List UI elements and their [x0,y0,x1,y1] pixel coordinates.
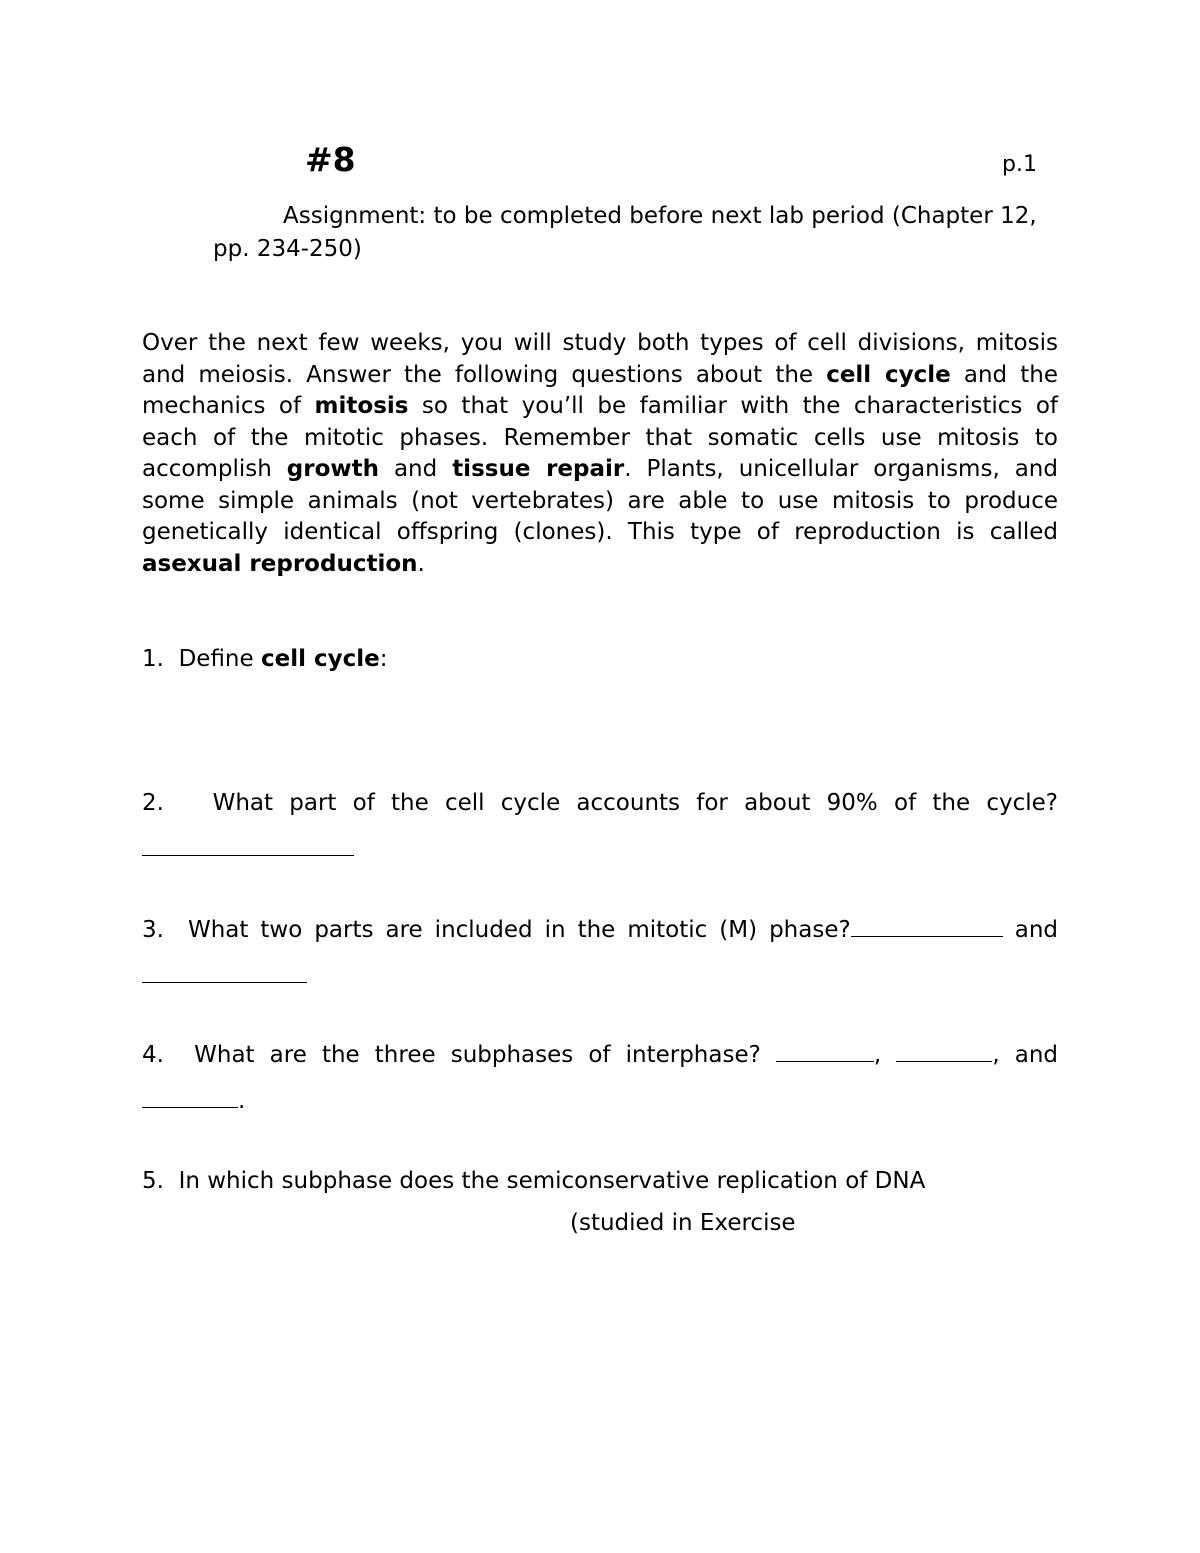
term-mitosis: mitosis [314,393,409,419]
assignment-line-1: Assignment: to be completed before next lab period (Chapter 12, [283,203,1037,229]
intro-text: and [379,456,453,482]
intro-paragraph [142,328,1058,580]
question-2 [142,780,1058,872]
question-line [142,780,1058,826]
question-text: , and [992,1042,1058,1068]
question-5-continuation: (studied in Exercise [570,1210,796,1236]
question-line [142,907,1058,953]
term-asexual-reproduction: asexual reproduction [142,550,418,577]
question-line [142,826,1058,872]
assignment-line-2: pp. 234-250) [213,236,362,262]
question-line [142,638,1058,684]
worksheet-title: #8 [305,140,356,179]
page-number: p.1 [1002,152,1037,177]
question-text: What part of the cell cycle accounts for about 90% of the cycle? [212,790,1058,816]
intro-text: accomplish [142,456,287,482]
question-line [142,1078,1058,1124]
intro-line [142,391,1058,423]
question-number: 3. [142,917,164,943]
question-5 [142,1158,1058,1204]
question-text: , [873,1042,882,1068]
intro-line [142,454,1058,486]
intro-line: some simple animals (not vertebrates) are able to use mitosis to produce [142,487,1058,514]
question-number: 4. [142,1042,164,1068]
answer-blank[interactable] [776,1041,874,1062]
answer-blank[interactable] [142,835,354,856]
intro-line [142,549,1058,581]
question-line [142,953,1058,999]
term-tissue-repair: tissue repair [452,456,625,482]
term-cell-cycle: cell cycle [260,646,380,672]
question-number: 2. [142,790,164,816]
answer-blank[interactable] [851,916,1003,937]
question-text: : [379,646,388,672]
question-number: 5. [142,1168,164,1194]
term-growth: growth [286,456,379,482]
question-text: and [1014,917,1058,943]
term-cell-cycle: cell cycle [826,361,951,388]
intro-text: . Plants, unicellular organisms, and [624,456,1058,482]
question-3 [142,907,1058,999]
question-1 [142,638,1058,684]
intro-line: each of the mitotic phases. Remember that somatic cells use mitosis to [142,424,1058,451]
answer-blank[interactable] [896,1041,992,1062]
question-text: Define [178,646,261,672]
intro-text: and meiosis. Answer the following questions about the [142,361,827,388]
intro-line [142,360,1058,392]
question-line [142,1032,1058,1078]
intro-line: Over the next few weeks, you will study both types of cell divisions, mitosis [142,330,1058,356]
answer-blank[interactable] [142,1087,238,1108]
intro-text: and the [950,361,1058,388]
intro-text: . [417,550,425,577]
intro-text: mechanics of [142,393,315,419]
question-text: What are the three subphases of interphase? [194,1042,761,1068]
question-text: In which subphase does the semiconservative replication of DNA [178,1168,926,1194]
answer-blank[interactable] [142,962,307,983]
question-number: 1. [142,646,164,672]
question-text: What two parts are included in the mitotic (M) phase? [187,917,851,943]
question-4 [142,1032,1058,1124]
question-line [142,1158,1058,1204]
intro-text: so that you’ll be familiar with the characteristics of [408,393,1058,419]
intro-line: genetically identical offspring (clones). This type of reproduction is called [142,519,1058,545]
question-text: . [238,1088,246,1114]
